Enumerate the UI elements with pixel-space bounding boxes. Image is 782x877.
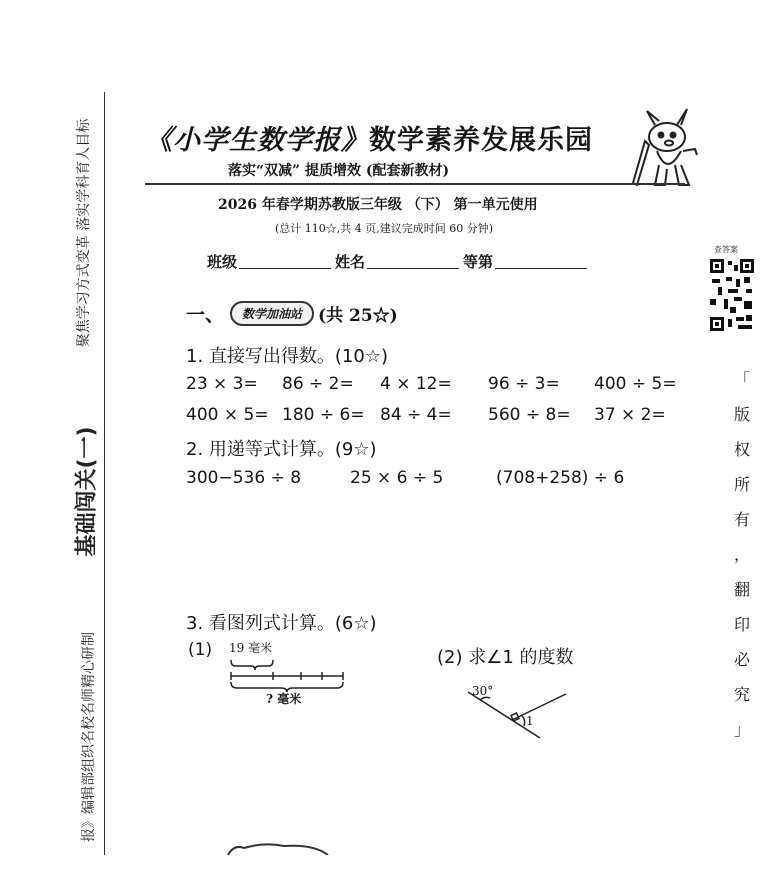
question-1-title: 1. 直接写出得数。(10☆) <box>186 346 388 367</box>
calc-item: 86 ÷ 2= <box>282 374 354 394</box>
question-2-title: 2. 用递等式计算。(9☆) <box>186 439 377 460</box>
copyright-char: 印 <box>733 615 750 634</box>
header-rule <box>145 183 685 185</box>
calc-item: 180 ÷ 6= <box>282 405 365 425</box>
margin-section-title: 基础闯关(一) <box>74 426 100 557</box>
grade-field[interactable] <box>495 267 587 269</box>
qr-code-icon[interactable] <box>708 257 756 333</box>
margin-slogan-top: 聚焦学习方式变革 落实学科育人目标 <box>76 118 92 348</box>
copyright-char: 」 <box>733 720 750 739</box>
calc-item: 96 ÷ 3= <box>488 374 560 394</box>
copyright-char: 权 <box>733 440 750 459</box>
margin-slogan-bottom: 报》编辑部组织名校名师精心研制 <box>81 632 97 842</box>
stepwise-item: 300−536 ÷ 8 <box>186 468 302 488</box>
segment-top-label: 19 毫米 <box>229 641 273 655</box>
copyright-char: 版 <box>733 405 750 424</box>
section-heading <box>186 300 398 327</box>
time-note: (总计 110☆,共 4 页,建议完成时间 60 分钟) <box>275 222 494 235</box>
stepwise-item: 25 × 6 ÷ 5 <box>350 468 444 488</box>
part-2-label: (2) 求∠1 的度数 <box>437 647 574 668</box>
copyright-char: 究 <box>733 685 750 704</box>
calc-item: 37 × 2= <box>594 405 666 425</box>
angle-1-label: 1 <box>526 714 534 728</box>
calc-item: 560 ÷ 8= <box>488 405 571 425</box>
class-label: 班级 <box>207 253 238 271</box>
copyright-char: 有 <box>733 510 750 529</box>
title-brand: 《小学生数学报》 <box>145 125 369 156</box>
grade-label: 等第 <box>463 253 494 271</box>
stepwise-item: (708+258) ÷ 6 <box>496 468 625 488</box>
copyright-vertical <box>730 362 754 747</box>
section-points: (共 25☆) <box>318 306 398 326</box>
section-badge: 数学加油站 <box>230 301 314 326</box>
copyright-char: 「 <box>733 370 750 389</box>
name-label: 姓名 <box>335 253 366 271</box>
part-1-label: (1) <box>188 640 213 660</box>
calc-item: 400 ÷ 5= <box>594 374 677 394</box>
copyright-char: 翻 <box>733 580 750 599</box>
calc-item: 23 × 3= <box>186 374 258 394</box>
student-info-fields <box>207 251 591 272</box>
question-3-title: 3. 看图列式计算。(6☆) <box>186 613 377 634</box>
angle-30-label: 30° <box>472 684 494 698</box>
qr-label: 查答案 <box>714 245 738 254</box>
margin-rule <box>104 92 105 855</box>
title-rest: 数学素养发展乐园 <box>369 125 593 156</box>
copyright-char: 必 <box>733 650 750 669</box>
section-number: 一、 <box>186 304 225 326</box>
calc-item: 400 × 5= <box>186 405 269 425</box>
edition-line: 2026 年春学期苏教版三年级 （下） 第一单元使用 <box>218 197 538 213</box>
calc-item: 4 × 12= <box>380 374 452 394</box>
name-field[interactable] <box>367 267 459 269</box>
next-section-badge-partial <box>224 842 334 855</box>
subtitle: 落实“双减” 提质增效 (配套新教材) <box>228 163 450 179</box>
page-title <box>145 118 625 157</box>
calc-item: 84 ÷ 4= <box>380 405 452 425</box>
copyright-char: ， <box>733 545 750 564</box>
mascot-illustration <box>625 105 705 191</box>
class-field[interactable] <box>239 267 331 269</box>
segment-bottom-label: ? 毫米 <box>266 692 302 706</box>
copyright-char: 所 <box>733 475 750 494</box>
